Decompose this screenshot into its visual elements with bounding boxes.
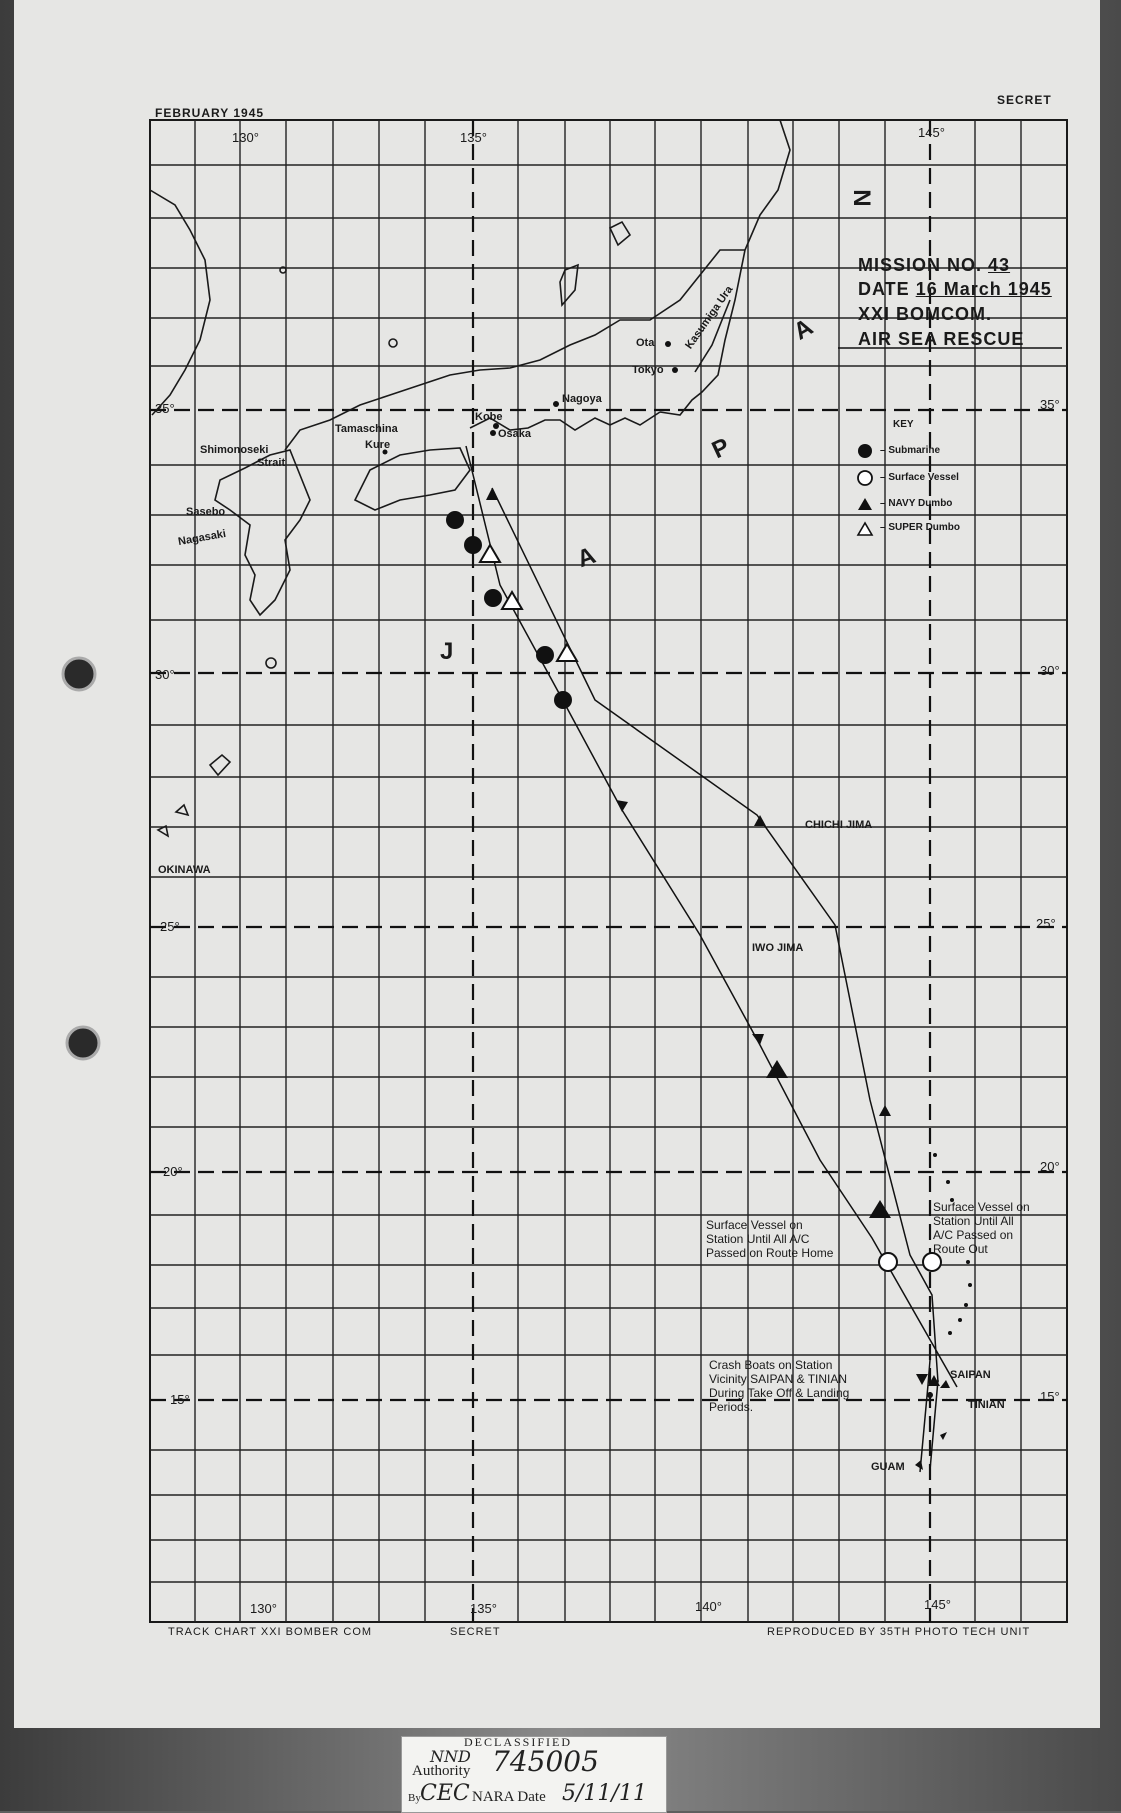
annotation-crash-boats: Crash Boats on Station Vicinity SAIPAN & TINIAN During Take Off & Landing Periods.: [709, 1358, 850, 1414]
japan-letter-n: N: [849, 189, 877, 207]
lon-label-bottom-145: 145°: [924, 1597, 951, 1612]
stamp-nara-value: 5/11/11: [562, 1781, 647, 1806]
key-item-super-dumbo: – SUPER Dumbo: [880, 522, 961, 533]
place-shimonoseki: Shimonoseki: [200, 444, 269, 456]
lat-label-left-20: 20°: [163, 1164, 183, 1179]
lat-label-left-35: 35°: [155, 401, 175, 416]
place-sasebo: Sasebo: [186, 506, 226, 518]
declassification-stamp: [401, 1736, 667, 1813]
stamp-by-value: CEC: [420, 1781, 470, 1806]
place-ota: Ota: [636, 337, 655, 349]
mission-number: MISSION NO. 43: [858, 255, 1011, 275]
lat-label-left-15: 15°: [170, 1392, 190, 1407]
mission-title: AIR SEA RESCUE: [858, 329, 1025, 349]
place-osaka: Osaka: [498, 428, 532, 440]
japan-letter-p: P: [707, 432, 734, 465]
japan-letter-j: J: [440, 638, 454, 665]
lon-label-top-130: 130°: [232, 130, 259, 145]
place-tamaschina: Tamaschina: [335, 423, 398, 435]
key-item-surface-vessel: – Surface Vessel: [880, 472, 959, 483]
lat-label-right-15: 15°: [1040, 1389, 1060, 1404]
place-nagoya: Nagoya: [562, 393, 602, 405]
lon-label-top-135: 135°: [460, 130, 487, 145]
mission-number-value: 43: [988, 255, 1011, 275]
lat-label-left-30: 30°: [155, 667, 175, 682]
classification-header: SECRET: [997, 93, 1052, 107]
place-okinawa: OKINAWA: [158, 864, 211, 876]
footer-reproduced: REPRODUCED BY 35TH PHOTO TECH UNIT: [767, 1626, 1031, 1638]
place-strait: Strait: [257, 457, 286, 469]
key-item-navy-dumbo: – NAVY Dumbo: [880, 498, 953, 509]
mission-date-value: 16 March 1945: [915, 279, 1052, 299]
place-kasumiga-ura: Kasumiga Ura: [683, 283, 736, 352]
punch-hole-bottom: [67, 1027, 99, 1059]
lat-label-left-25: 25°: [160, 919, 180, 934]
lon-label-bottom-135: 135°: [470, 1601, 497, 1616]
place-kobe: Kobe: [475, 411, 503, 423]
place-nagasaki: Nagasaki: [177, 527, 227, 549]
key-title: KEY: [893, 419, 914, 430]
place-tinian: TINIAN: [968, 1399, 1005, 1411]
footer-secret: SECRET: [450, 1626, 501, 1638]
place-saipan: SAIPAN: [950, 1369, 991, 1381]
annotation-surface-vessel-out: Surface Vessel on Station Until All A/C Passed on Route Out: [933, 1200, 1030, 1256]
place-guam: GUAM: [871, 1461, 905, 1473]
lat-label-right-35: 35°: [1040, 397, 1060, 412]
stamp-nnd: NND: [430, 1747, 471, 1766]
stamp-nara-label: NARA Date: [472, 1789, 546, 1805]
place-iwo-jima: IWO JIMA: [752, 942, 804, 954]
stamp-authority-value: 745005: [492, 1745, 599, 1778]
lat-label-right-20: 20°: [1040, 1159, 1060, 1174]
stamp-authority-label: Authority: [412, 1763, 471, 1779]
punch-hole-top: [63, 658, 95, 690]
place-chichi-jima: CHICHI JIMA: [805, 819, 873, 831]
lat-label-right-30: 30°: [1040, 663, 1060, 678]
lon-label-top-145: 145°: [918, 125, 945, 140]
lon-label-bottom-140: 140°: [695, 1599, 722, 1614]
footer-track-chart: TRACK CHART XXI BOMBER COM: [168, 1626, 373, 1638]
lat-label-right-25: 25°: [1036, 916, 1056, 931]
japan-letter-a2: A: [789, 313, 818, 346]
mission-command: XXI BOMCOM.: [858, 304, 993, 324]
chart-date-header: FEBRUARY 1945: [155, 106, 265, 120]
lon-label-bottom-130: 130°: [250, 1601, 277, 1616]
key-item-submarine: – Submarine: [880, 445, 941, 456]
stamp-heading: DECLASSIFIED: [464, 1735, 573, 1749]
place-kure: Kure: [365, 439, 391, 451]
japan-letter-a1: A: [573, 541, 600, 574]
place-tokyo: Tokyo: [632, 364, 664, 376]
stamp-by-label: By: [408, 1792, 421, 1804]
annotation-surface-vessel-home: Surface Vessel on Station Until All A/C Passed on Route Home: [706, 1218, 834, 1260]
mission-date: DATE 16 March 1945: [858, 279, 1052, 299]
